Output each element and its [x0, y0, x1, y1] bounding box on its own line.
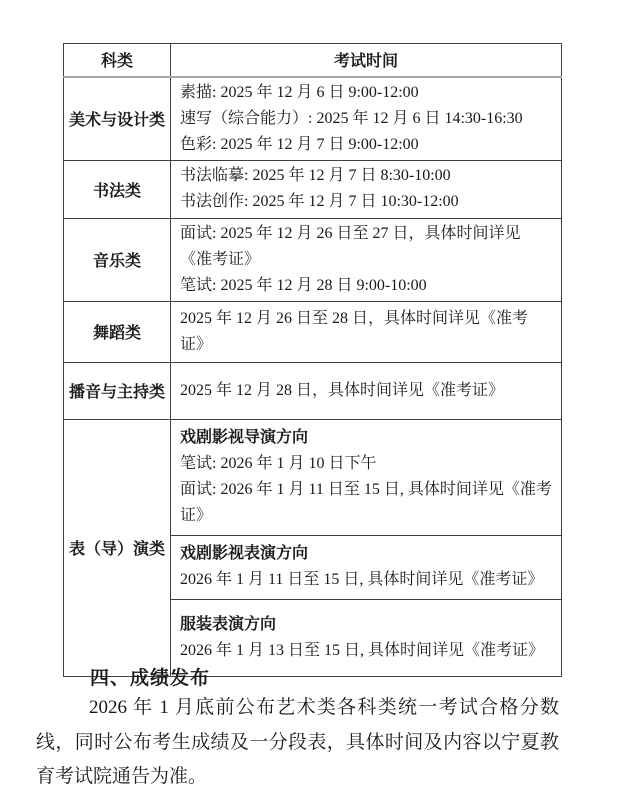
- sub-block-directing: [171, 420, 561, 535]
- sub-block-fashion-show: [171, 599, 561, 676]
- time-cell: [171, 301, 562, 362]
- table-row-music: [64, 218, 562, 301]
- category-cell: 美术与设计类: [64, 77, 171, 161]
- time-line: 面试: 2025 年 12 月 26 日至 27 日，具体时间详见《准考证》: [180, 224, 521, 268]
- exam-schedule-table: [63, 43, 562, 677]
- table-row-performance: [64, 419, 562, 676]
- time-line: 书法创作: 2025 年 12 月 7 日 10:30-12:00: [180, 193, 459, 210]
- time-line: 笔试: 2026 年 1 月 10 日下午: [180, 454, 377, 472]
- sub-block-acting: [171, 535, 561, 599]
- section-heading-score-release: 四、成绩发布: [90, 668, 211, 689]
- category-cell: 书法类: [64, 160, 171, 218]
- time-line: 笔试: 2025 年 12 月 28 日 9:00-10:00: [180, 276, 427, 294]
- time-line: 色彩: 2025 年 12 月 7 日 9:00-12:00: [180, 135, 419, 153]
- sub-block-title: 戏剧影视导演方向: [180, 428, 309, 446]
- sub-block-title: 戏剧影视表演方向: [180, 544, 309, 562]
- header-cell-time: 考试时间: [171, 44, 562, 77]
- time-line: 速写（综合能力）: 2025 年 12 月 6 日 14:30-16:30: [180, 109, 523, 127]
- table-row-broadcasting: [64, 362, 562, 419]
- category-cell: 表（导）演类: [64, 419, 171, 676]
- table-row-calligraphy: [64, 160, 562, 218]
- time-cell: [171, 419, 562, 676]
- time-line: 2025 年 12 月 26 日至 28 日，具体时间详见《准考证》: [180, 309, 529, 353]
- time-cell: [171, 218, 562, 301]
- time-cell: [171, 77, 562, 161]
- category-cell: 音乐类: [64, 218, 171, 301]
- time-line: 素描: 2025 年 12 月 6 日 9:00-12:00: [180, 83, 419, 101]
- category-cell: 播音与主持类: [64, 362, 171, 419]
- time-line: 2026 年 1 月 13 日至 15 日, 具体时间详见《准考证》: [180, 641, 545, 659]
- time-line: 2026 年 1 月 11 日至 15 日, 具体时间详见《准考证》: [180, 570, 544, 588]
- time-line: 面试: 2026 年 1 月 11 日至 15 日, 具体时间详见《准考证》: [180, 480, 552, 524]
- table-row-art-design: [64, 77, 562, 161]
- time-line: 2025 年 12 月 28 日，具体时间详见《准考证》: [180, 381, 505, 399]
- time-cell: [171, 160, 562, 218]
- time-line: 书法临摹: 2025 年 12 月 7 日 8:30-10:00: [180, 167, 451, 184]
- sub-block-title: 服装表演方向: [180, 615, 277, 633]
- table-header-row: [64, 44, 562, 77]
- table-row-dance: [64, 301, 562, 362]
- category-cell: 舞蹈类: [64, 301, 171, 362]
- header-cell-category: 科类: [64, 44, 171, 77]
- time-cell: [171, 362, 562, 419]
- section-paragraph: 2026 年 1 月底前公布艺术类各科类统一考试合格分数线，同时公布考生成绩及一分段表，具体时间及内容以宁夏教育考试院通告为准。: [36, 697, 559, 787]
